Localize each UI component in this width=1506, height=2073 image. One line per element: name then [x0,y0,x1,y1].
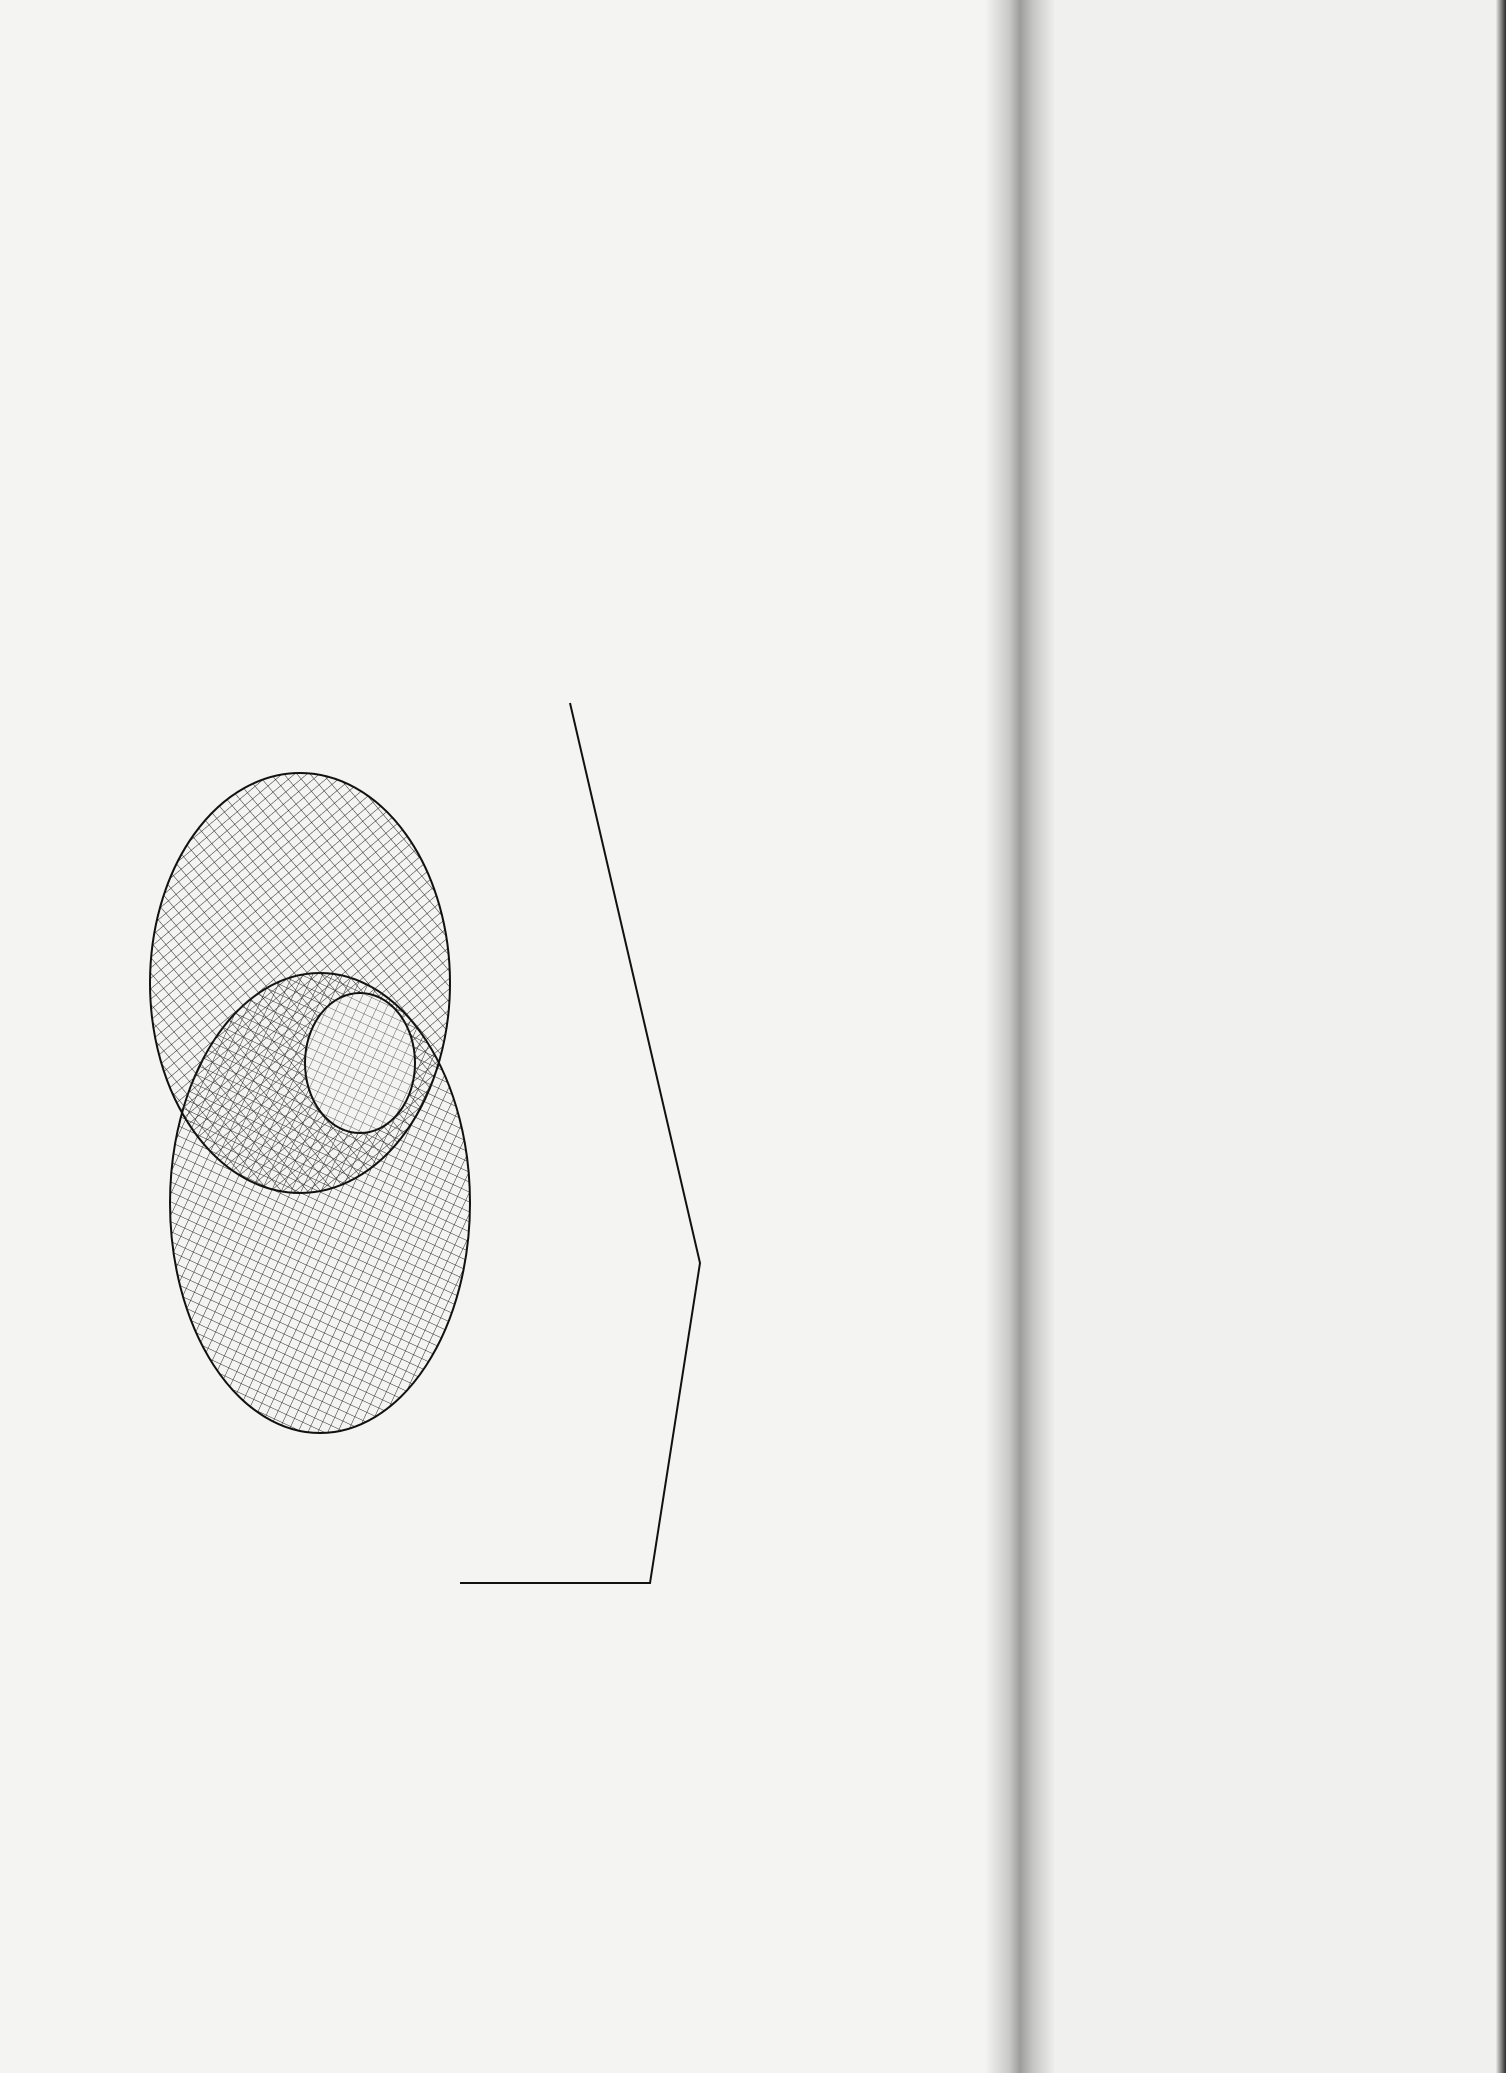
affiliation-wrap [1480,180,1506,1180]
ref2-wrap [962,45,1022,1945]
left-refs [0,0,300,2073]
refs-heading-row [1050,360,1090,1860]
left-page-number-wrap [965,1020,995,1100]
ref1-wrap [854,45,974,1945]
title-wrap [1392,100,1452,1500]
authors-wrap [1290,200,1350,1200]
